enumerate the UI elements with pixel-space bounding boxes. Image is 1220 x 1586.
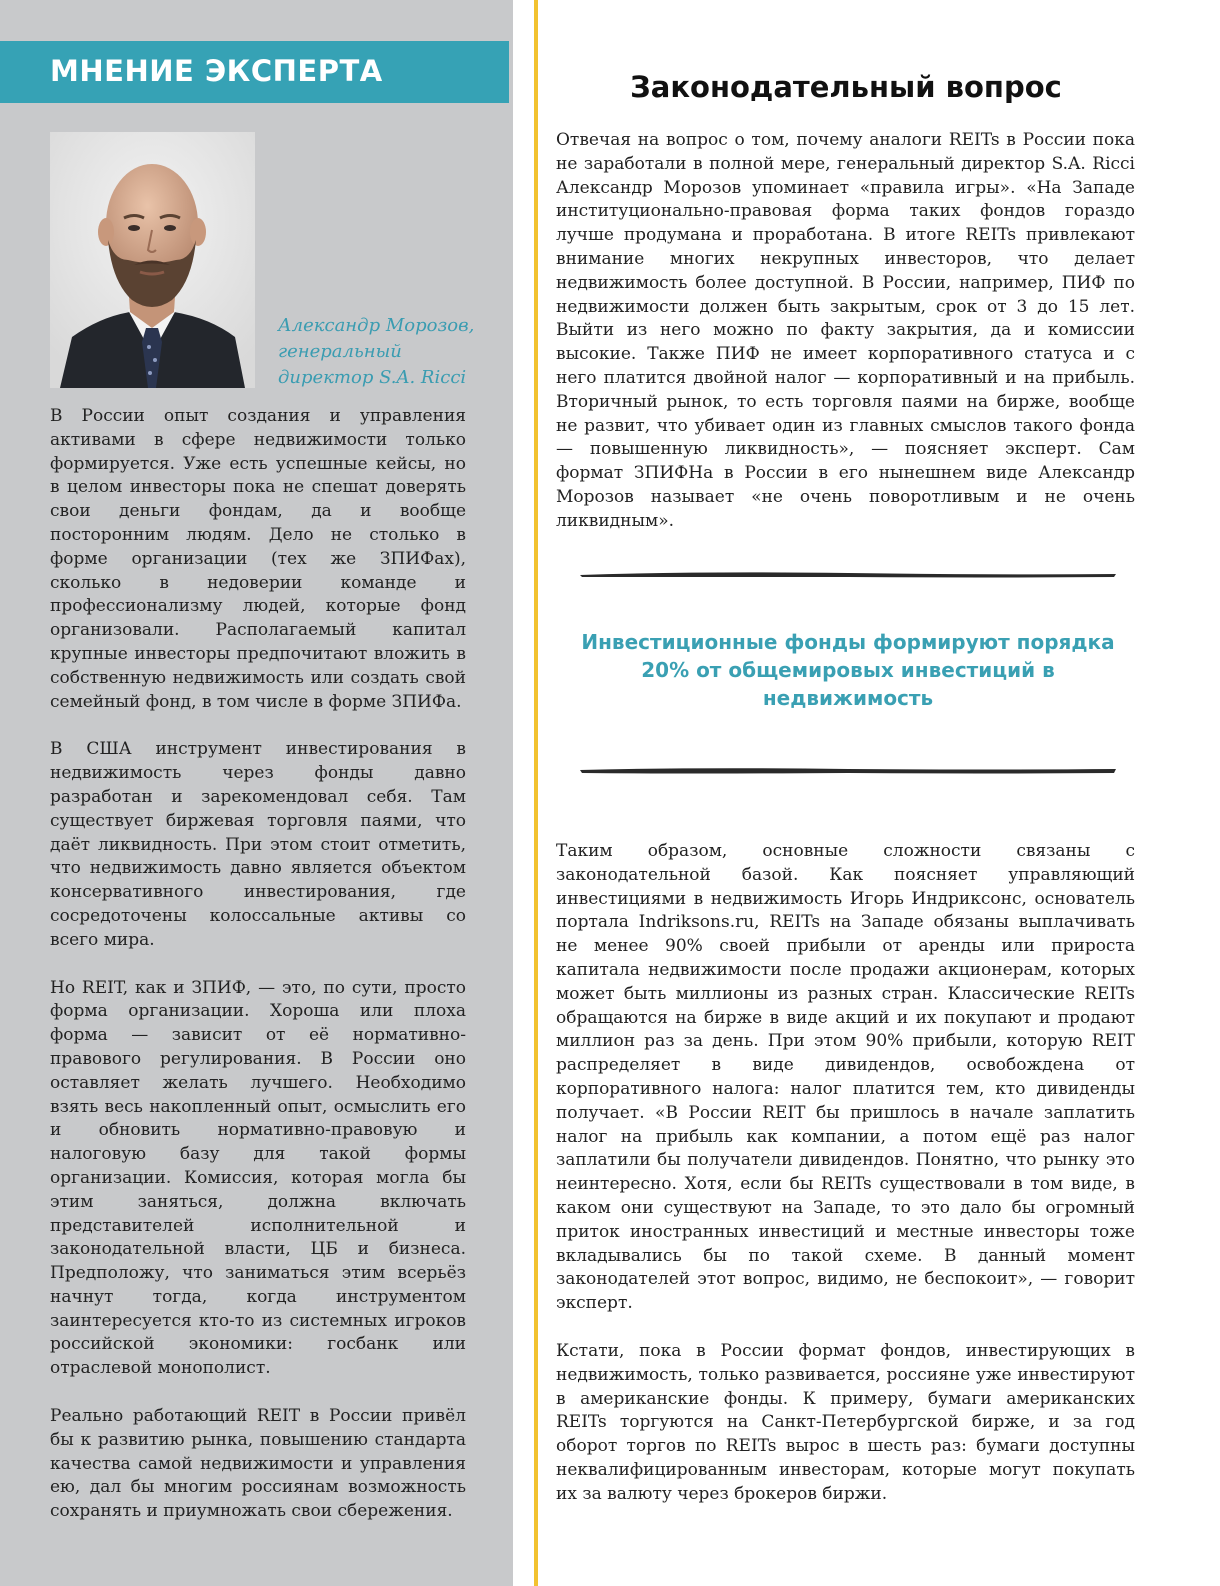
caption-line: Александр Морозов,: [278, 315, 475, 336]
sidebar-paragraph: В России опыт создания и управления активами в сфере недвижимости только формируется. Уже есть успешные кейсы, но в целом инвесторы пока не спешат доверять свои деньги фондам, да и вообще посторонним людям. Дело не столько в форме организации (тех же ЗПИФах), сколько в недоверии команде и профессионализму людей, которые фонд организовали. Располагаемый капитал крупные инвесторы предпочитают вложить в собственную недвижимость или создать свой семейный фонд, в том числе в форме ЗПИФа.: [50, 406, 466, 712]
brush-divider-top: [578, 569, 1118, 579]
expert-opinion-banner: [0, 41, 509, 103]
caption-line: генеральный: [278, 341, 402, 362]
article-paragraph: Кстати, пока в России формат фондов, инвестирующих в недвижимость, только развивается, россияне уже инвестируют в американские фонды. К примеру, бумаги американских REITs торгуются на Санкт-Петербургской бирже, и за год оборот торгов по REITs вырос в шесть раз: бумаги доступны неквалифицированным инвесторам, которые могут покупать их за валюту через брокеров биржи.: [556, 1340, 1135, 1504]
article-body: [556, 840, 1135, 1531]
article-title: Законодательный вопрос: [630, 70, 1062, 104]
caption-line: директор S.A. Ricci: [278, 367, 467, 388]
pull-quote-line: недвижимость: [762, 686, 934, 710]
column-divider: [534, 0, 538, 1586]
expert-opinion-text: [50, 405, 466, 1548]
photo-caption: [278, 313, 498, 391]
sidebar-paragraph: Но REIT, как и ЗПИФ, — это, по сути, просто форма организации. Хороша или плоха форма — зависит от её нормативно-правового регулирования. В России оно оставляет желать лучшего. Необходимо взять весь накопленный опыт, осмыслить его и обновить нормативно-правовую и налоговую базу для такой формы организации. Комиссия, которая могла бы этим заняться, должна включать представителей исполнительной и законодательной власти, ЦБ и бизнеса. Предположу, что заниматься этим всерьёз начнут тогда, когда инструментом заинтересуется кто-то из системных игроков российской экономики: госбанк или отраслевой монополист.: [50, 977, 466, 1379]
article-paragraph: Отвечая на вопрос о том, почему аналоги REITs в России пока не заработали в полной мере, генеральный директор S.A. Ricci Александр Морозов упоминает «правила игры». «На Западе институционально-правовая форма таких фондов гораздо лучше продумана и проработана. В итоге REITs привлекают внимание многих некрупных инвесторов, что делает недвижимость более доступной. В России, например, ПИФ по недвижимости должен быть закрытым, срок от 3 до 15 лет. Выйти из него можно по факту закрытия, да и комиссии высокие. Также ПИФ не имеет корпоративного статуса и с него платится двойной налог — корпоративный и на прибыль. Вторичный рынок, то есть торговля паями на бирже, вообще не развит, что убивает один из главных смыслов такого фонда — повышенную ликвидность», — поясняет эксперт. Сам формат ЗПИФНа в России в его нынешнем виде Александр Морозов называет «не очень поворотливым и не очень ликвидным».: [556, 130, 1135, 531]
pull-quote: [578, 628, 1118, 712]
pull-quote-line: Инвестиционные фонды формируют порядка: [581, 630, 1115, 654]
sidebar-paragraph: В США инструмент инвестирования в недвижимость через фонды давно разработан и зарекомендовал себя. Там существует биржевая торговля паями, что даёт ликвидность. При этом стоит отметить, что недвижимость давно является объектом консервативного инвестирования, где сосредоточены колоссальные активы со всего мира.: [50, 739, 466, 950]
brush-divider-bottom: [578, 765, 1118, 775]
expert-portrait-photo: [50, 132, 255, 388]
pull-quote-line: 20% от общемировых инвестиций в: [641, 658, 1055, 682]
article-paragraph: Таким образом, основные сложности связаны с законодательной базой. Как поясняет управляющий инвестициями в недвижимость Игорь Индриксонс, основатель портала Indriksons.ru, REITs на Западе обязаны выплачивать не менее 90% своей прибыли от аренды или прироста капитала недвижимости после продажи акционерам, которых может быть миллионы из разных стран. Классические REITs обращаются на бирже в виде акций и их покупают и продают миллион раз за день. При этом 90% прибыли, которую REIT распределяет в виде дивидендов, освобождена от корпоративного налога: налог платится тем, кто дивиденды получает. «В России REIT бы пришлось в начале заплатить налог на прибыль как компании, а потом ещё раз налог заплатили бы получатели дивидендов. Понятно, что рынку это неинтересно. Хотя, если бы REITs существовали в том виде, в каком они существуют на Западе, то это дало бы огромный приток иностранных инвестиций и местные инвесторы тоже вкладывались бы по такой схеме. В данный момент законодателей этот вопрос, видимо, не беспокоит», — говорит эксперт.: [556, 841, 1135, 1314]
article-intro: [556, 129, 1135, 558]
banner-title: МНЕНИЕ ЭКСПЕРТА: [50, 54, 383, 88]
sidebar-paragraph: Реально работающий REIT в России привёл бы к развитию рынка, повышению стандарта качества самой недвижимости и управления ею, дал бы многим россиянам возможность сохранять и приумножать свои сбережения.: [50, 1406, 466, 1522]
